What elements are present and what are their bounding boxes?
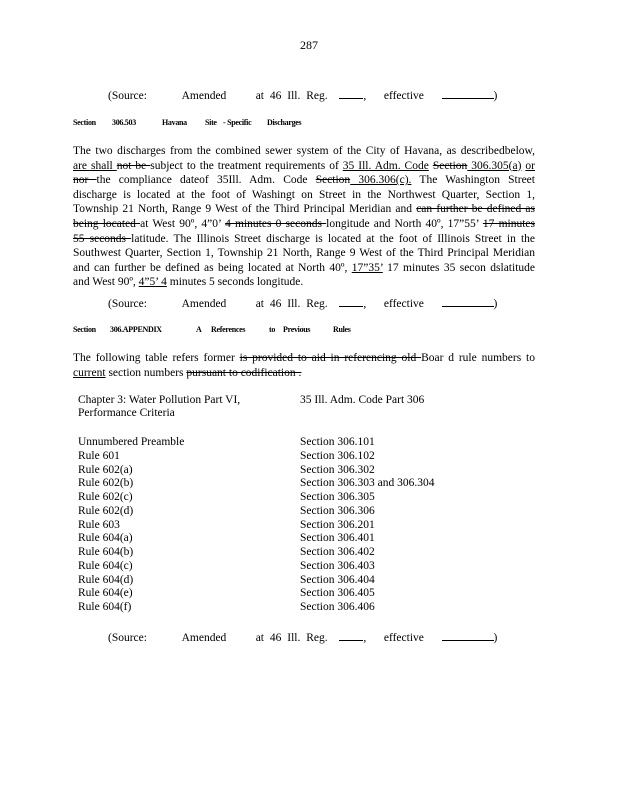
table-row-former-rule: Rule 601 — [78, 449, 120, 462]
source-comma: , — [363, 298, 367, 310]
blank-line — [339, 630, 363, 641]
source-close: ) — [493, 90, 498, 102]
text-line — [73, 188, 535, 203]
heading-section-number: 306.503 — [112, 118, 136, 127]
blank-line — [442, 630, 494, 641]
underlined-insertion: 4”5’ 4 — [138, 276, 167, 289]
table-row-current-section: Section 306.406 — [300, 601, 375, 613]
underlined-insertion: 17”35’ — [351, 261, 383, 274]
table-left-header-line: Performance Criteria — [78, 406, 175, 419]
table-row-former-rule: Rule 603 — [78, 518, 120, 531]
underlined-insertion: 306.306(c). — [350, 174, 412, 187]
blank-line — [442, 296, 494, 307]
heading-word: Previous — [283, 325, 311, 334]
text-line — [73, 261, 535, 276]
struck-deletion: 4 minutes 0 seconds — [225, 217, 327, 230]
source-prefix: (Source: — [108, 298, 147, 310]
underlined-insertion: 306.305(a) — [467, 159, 522, 172]
source-at-reg: at 46 Ill. Reg. — [255, 632, 328, 644]
heading-word: Site — [205, 118, 217, 127]
heading-word: A — [196, 325, 202, 334]
text-run: latitude. The Illinois Street discharge is located at the foot of Illinois Street in the — [131, 232, 535, 245]
table-right-header: 35 Ill. Adm. Code Part 306 — [300, 394, 425, 406]
text-line — [73, 246, 535, 261]
text-line — [73, 202, 535, 217]
heading-word: Havana — [162, 118, 187, 127]
text-line — [73, 232, 535, 247]
text-line — [73, 366, 535, 381]
underlined-insertion: current — [73, 366, 106, 379]
table-row-former-rule: Rule 604(c) — [78, 559, 133, 572]
struck-deletion: 17 minutes — [482, 217, 535, 230]
text-line — [73, 173, 535, 188]
table-left-header-line: Chapter 3: Water Pollution Part VI, — [78, 394, 241, 406]
table-row-current-section: Section 306.404 — [300, 573, 375, 586]
table-row-former-rule: Rule 604(b) — [78, 546, 134, 558]
source-close: ) — [493, 632, 498, 644]
text-run: minutes 5 seconds longitude. — [166, 276, 304, 289]
heading-section-word: Section — [73, 118, 96, 127]
table-left-header — [78, 394, 240, 419]
text-run: and can further be defined as being located at North 40º, — [73, 261, 352, 274]
table-row-current-section: Section 306.101 — [300, 436, 375, 448]
heading-word: Rules — [333, 325, 351, 334]
text-run: section numbers — [105, 366, 187, 379]
text-line — [73, 144, 535, 159]
text-line — [73, 217, 535, 232]
table-row-former-rule: Rule 602(a) — [78, 463, 133, 476]
text-run: and West 90º, — [73, 276, 139, 289]
appendix-heading — [73, 325, 351, 335]
text-run: longitude and North 40º, 17”55’ — [326, 217, 483, 230]
table-row-former-rule: Unnumbered Preamble — [78, 436, 185, 448]
underlined-insertion: 35 Ill. Adm. Code — [342, 159, 429, 172]
struck-deletion: 55 seconds — [73, 232, 132, 245]
source-effective: effective — [383, 90, 424, 102]
source-close: ) — [493, 298, 498, 310]
table-row-former-rule: Rule 602(d) — [78, 504, 134, 517]
source-comma: , — [363, 632, 367, 644]
section-body-paragraph — [73, 144, 535, 290]
blank-line — [339, 296, 363, 307]
table-row-current-section: Section 306.303 and 306.304 — [300, 477, 435, 490]
page-number: 287 — [300, 38, 318, 52]
appendix-paragraph — [73, 351, 535, 380]
table-row-current-section: Section 306.102 — [300, 449, 375, 462]
underlined-insertion: are shall — [73, 159, 117, 172]
text-line — [73, 351, 535, 366]
struck-deletion: be — [135, 159, 151, 172]
text-run: the compliance dateof 35Ill. Adm. Code — [96, 174, 316, 187]
struck-deletion: nor — [73, 174, 97, 187]
source-note — [108, 88, 497, 104]
text-run: The following table refers former — [73, 352, 240, 364]
heading-section-number: 306.APPENDIX — [110, 325, 162, 334]
table-row-former-rule: Rule 602(b) — [78, 477, 134, 490]
source-comma: , — [363, 90, 367, 102]
table-row-former-rule: Rule 604(d) — [78, 573, 134, 586]
underlined-insertion: or — [525, 159, 536, 172]
struck-deletion: not — [116, 159, 136, 172]
heading-word: to — [269, 325, 276, 334]
source-note — [108, 296, 497, 312]
section-heading — [73, 118, 301, 128]
table-row-current-section: Section 306.306 — [300, 504, 375, 517]
text-run: discharge is located at the foot of Washingt on Street in the Northwest Quarter, Section 1, — [73, 188, 535, 201]
source-amended: Amended — [181, 90, 227, 102]
blank-line — [442, 88, 494, 99]
text-run: The Washington Street — [411, 174, 535, 187]
source-prefix: (Source: — [108, 632, 147, 644]
text-run: Township 21 North, Range 9 West of the Third Principal Meridian and — [73, 203, 417, 216]
text-line — [73, 275, 535, 290]
table-row-current-section: Section 306.405 — [300, 587, 375, 600]
source-effective: effective — [383, 298, 424, 310]
table-row-current-section: Section 306.403 — [300, 559, 375, 572]
source-at-reg: at 46 Ill. Reg. — [255, 90, 328, 102]
table-row-former-rule: Rule 604(e) — [78, 587, 133, 600]
struck-deletion: pursuant to codification . — [186, 366, 302, 379]
table-row-former-rule: Rule 604(a) — [78, 532, 133, 545]
source-effective: effective — [383, 632, 424, 644]
struck-deletion: can further be defined as — [416, 203, 536, 216]
table-row-current-section: Section 306.201 — [300, 518, 375, 531]
text-line — [73, 159, 535, 174]
source-note — [108, 630, 497, 646]
table-row-current-section: Section 306.402 — [300, 546, 375, 558]
source-at-reg: at 46 Ill. Reg. — [255, 298, 328, 310]
text-run: Boar d rule numbers to — [421, 352, 535, 364]
struck-deletion: is provided to aid in referencing old — [239, 352, 422, 364]
table-row-current-section: Section 306.305 — [300, 491, 375, 503]
heading-word: Discharges — [267, 118, 302, 127]
blank-line — [339, 88, 363, 99]
heading-word: References — [211, 325, 246, 334]
struck-deletion: Section — [315, 174, 351, 187]
text-run: The two discharges from the combined sewer system of the City of Havana, as describedbelow, — [73, 145, 535, 157]
text-run: subject to the treatment requirements of — [150, 159, 343, 172]
table-row-former-rule: Rule 604(f) — [78, 601, 132, 613]
table-row-former-rule: Rule 602(c) — [78, 491, 133, 503]
source-amended: Amended — [181, 632, 227, 644]
table-row-current-section: Section 306.302 — [300, 463, 375, 476]
source-prefix: (Source: — [108, 90, 147, 102]
text-run: 17 minutes 35 secon dslatitude — [382, 261, 535, 274]
text-run: Southwest Quarter, Section 1, Township 21 North, Range 9 West of the Third Principal Meridian — [73, 247, 535, 260]
heading-section-word: Section — [73, 325, 96, 334]
text-run: at West 90º, 4”0’ — [140, 217, 226, 230]
struck-deletion: Section — [432, 159, 468, 172]
heading-word: - Specific — [223, 118, 252, 127]
source-amended: Amended — [181, 298, 227, 310]
struck-deletion: being located — [73, 217, 141, 230]
table-row-current-section: Section 306.401 — [300, 532, 375, 545]
